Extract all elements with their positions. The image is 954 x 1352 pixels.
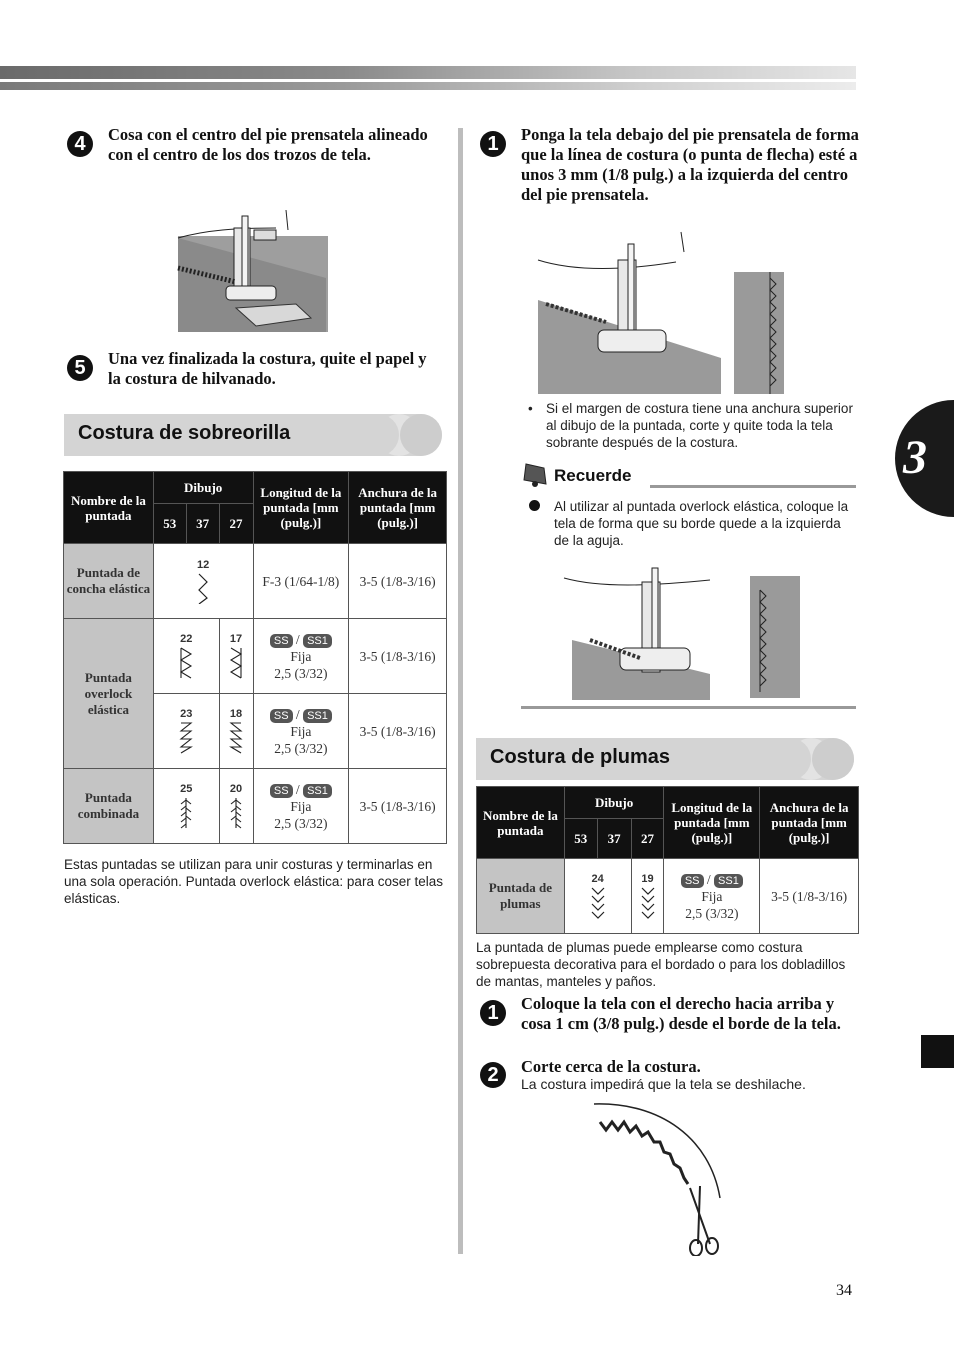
section-title: Costura de plumas	[490, 746, 671, 768]
stitch-width: 3-5 (1/8-3/16)	[349, 769, 447, 844]
header-longitud: Longitud de la puntada [mm (pulg.)]	[253, 472, 349, 544]
stitch-length: SS / SS1 Fija 2,5 (3/32)	[664, 859, 760, 934]
overlock-stitch-icon	[178, 721, 194, 755]
table-row	[477, 859, 859, 934]
ss-badge: SS	[270, 634, 293, 648]
fija-label: Fija	[701, 888, 723, 904]
stitch-pattern-cell	[153, 619, 219, 694]
recuerde-bottom-rule	[521, 706, 856, 709]
step-b2-text: Corte cerca de la costura.	[521, 1057, 701, 1076]
header-27: 27	[631, 819, 664, 859]
shell-stitch-icon	[195, 572, 211, 604]
presser-foot-fabric-illustration	[560, 562, 804, 702]
bullet-text: Si el margen de costura tiene una anchura superior al dibujo de la puntada, corte y quite toda la tela sobrante después de la costura.	[546, 401, 853, 450]
recuerde-rule	[650, 485, 856, 488]
step-b2-subtext: La costura impedirá que la tela se deshilache.	[521, 1076, 806, 1092]
stitch-width: 3-5 (1/8-3/16)	[349, 544, 447, 619]
overlock-stitch-icon	[228, 646, 244, 680]
pattern-number: 18	[229, 707, 243, 720]
scissors-cutting-illustration	[590, 1098, 750, 1256]
length-value: 2,5 (3/32)	[274, 815, 328, 831]
combined-stitch-icon	[178, 796, 194, 830]
stitch-length: SS / SS1 Fija 2,5 (3/32)	[253, 769, 349, 844]
header-longitud: Longitud de la puntada [mm (pulg.)]	[664, 787, 760, 859]
header-bar-secondary	[0, 82, 856, 90]
stitch-pattern-cell	[153, 769, 219, 844]
feather-stitch-icon	[590, 886, 606, 920]
stitch-length: F-3 (1/64-1/8)	[253, 544, 349, 619]
pattern-number: 12	[197, 558, 210, 571]
stitch-pattern-cell	[631, 859, 664, 934]
table-row	[64, 544, 447, 619]
recuerde-bullet-icon	[529, 500, 540, 511]
stitch-length: SS / SS1 Fija 2,5 (3/32)	[253, 694, 349, 769]
step-b1-text: Coloque la tela con el derecho hacia arriba y cosa 1 cm (3/8 pulg.) desde el borde de la tela.	[521, 994, 841, 1033]
page-number: 34	[836, 1282, 852, 1299]
section-title: Costura de sobreorilla	[78, 422, 291, 444]
chapter-tab[interactable]	[895, 400, 954, 517]
step-1-text: Ponga la tela debajo del pie prensatela de forma que la línea de costura (o punta de flecha) esté a unos 3 mm (1/8 pulg.) a la izquierda del centro del pie prensatela.	[521, 125, 859, 204]
stitch-name: Puntada combinada	[64, 769, 154, 844]
overlock-stitch-icon	[178, 646, 194, 680]
fija-label: Fija	[290, 648, 312, 664]
ss1-badge: SS1	[714, 874, 743, 888]
step-b2-number: 2	[480, 1062, 506, 1088]
presser-foot-edge-illustration	[536, 230, 786, 396]
stitch-table-sobreorilla	[63, 471, 447, 844]
header-bar	[0, 66, 856, 79]
pattern-number: 20	[229, 782, 243, 795]
length-value: 2,5 (3/32)	[274, 740, 328, 756]
fija-label: Fija	[290, 798, 312, 814]
chapter-number: 3	[903, 431, 927, 484]
stitch-name: Puntada de plumas	[477, 859, 565, 934]
section-heading-sobreorilla	[64, 414, 442, 456]
stitch-width: 3-5 (1/8-3/16)	[760, 859, 859, 934]
sobreorilla-note: Estas puntadas se utilizan para unir costuras y terminarlas en una sola operación. Puntada overlock elástica: para coser telas elásticas.	[64, 857, 443, 906]
table-row	[64, 619, 447, 694]
header-name: Nombre de la puntada	[64, 472, 154, 544]
ss-badge: SS	[270, 709, 293, 723]
recuerde-text: Al utilizar al puntada overlock elástica, coloque la tela de forma que su borde quede a la izquierda de la aguja.	[554, 499, 849, 548]
heading-decoration	[400, 414, 442, 456]
header-name: Nombre de la puntada	[477, 787, 565, 859]
column-divider	[458, 128, 463, 1254]
step-b1-number: 1	[480, 1000, 506, 1026]
recuerde-title: Recuerde	[554, 466, 632, 485]
header-37: 37	[597, 819, 631, 859]
stitch-width: 3-5 (1/8-3/16)	[349, 619, 447, 694]
step-4-text: Cosa con el centro del pie prensatela alineado con el centro de los dos trozos de tela.	[108, 125, 428, 164]
length-value: 2,5 (3/32)	[685, 905, 739, 921]
step-1-number: 1	[480, 131, 506, 157]
section-heading-plumas	[476, 738, 854, 780]
stitch-pattern-cell	[153, 544, 253, 619]
header-dibujo: Dibujo	[564, 787, 664, 819]
combined-stitch-icon	[228, 796, 244, 830]
side-marker	[921, 1035, 954, 1068]
pattern-number: 24	[591, 872, 604, 885]
ss-badge: SS	[681, 874, 704, 888]
bullet-icon: •	[528, 401, 533, 416]
sewing-fabric-illustration	[176, 208, 336, 336]
step-5-number: 5	[67, 355, 93, 381]
overlock-stitch-icon	[228, 721, 244, 755]
heading-decoration	[812, 738, 854, 780]
stitch-pattern-cell	[219, 694, 253, 769]
stitch-pattern-cell	[153, 694, 219, 769]
fija-label: Fija	[290, 723, 312, 739]
bell-icon	[520, 460, 552, 488]
pattern-number: 22	[180, 632, 193, 645]
ss1-badge: SS1	[303, 784, 332, 798]
header-53: 53	[153, 504, 186, 544]
header-dibujo: Dibujo	[153, 472, 253, 504]
stitch-table-plumas	[476, 786, 859, 934]
step-5-text: Una vez finalizada la costura, quite el papel y la costura de hilvanado.	[108, 349, 427, 388]
stitch-width: 3-5 (1/8-3/16)	[349, 694, 447, 769]
stitch-pattern-cell	[219, 619, 253, 694]
ss1-badge: SS1	[303, 709, 332, 723]
stitch-pattern-cell	[219, 769, 253, 844]
header-27: 27	[219, 504, 253, 544]
pattern-number: 25	[180, 782, 193, 795]
pattern-number: 23	[180, 707, 193, 720]
stitch-length: SS / SS1 Fija 2,5 (3/32)	[253, 619, 349, 694]
header-anchura: Anchura de la puntada [mm (pulg.)]	[760, 787, 859, 859]
header-37: 37	[186, 504, 219, 544]
stitch-name: Puntada de concha elástica	[64, 544, 154, 619]
bullet-item	[528, 400, 862, 451]
step-4-number: 4	[67, 131, 93, 157]
plumas-description: La puntada de plumas puede emplearse como costura sobrepuesta decorativa para el bordado o para los dobladillos de mantas, manteles y paños.	[476, 940, 846, 989]
stitch-name: Puntada overlock elástica	[64, 619, 154, 769]
pattern-number: 17	[229, 632, 243, 645]
table-row	[64, 769, 447, 844]
header-anchura: Anchura de la puntada [mm (pulg.)]	[349, 472, 447, 544]
feather-stitch-icon	[640, 886, 656, 920]
stitch-pattern-cell	[564, 859, 631, 934]
pattern-number: 19	[641, 872, 654, 885]
length-value: 2,5 (3/32)	[274, 665, 328, 681]
header-53: 53	[564, 819, 597, 859]
ss1-badge: SS1	[303, 634, 332, 648]
ss-badge: SS	[270, 784, 293, 798]
